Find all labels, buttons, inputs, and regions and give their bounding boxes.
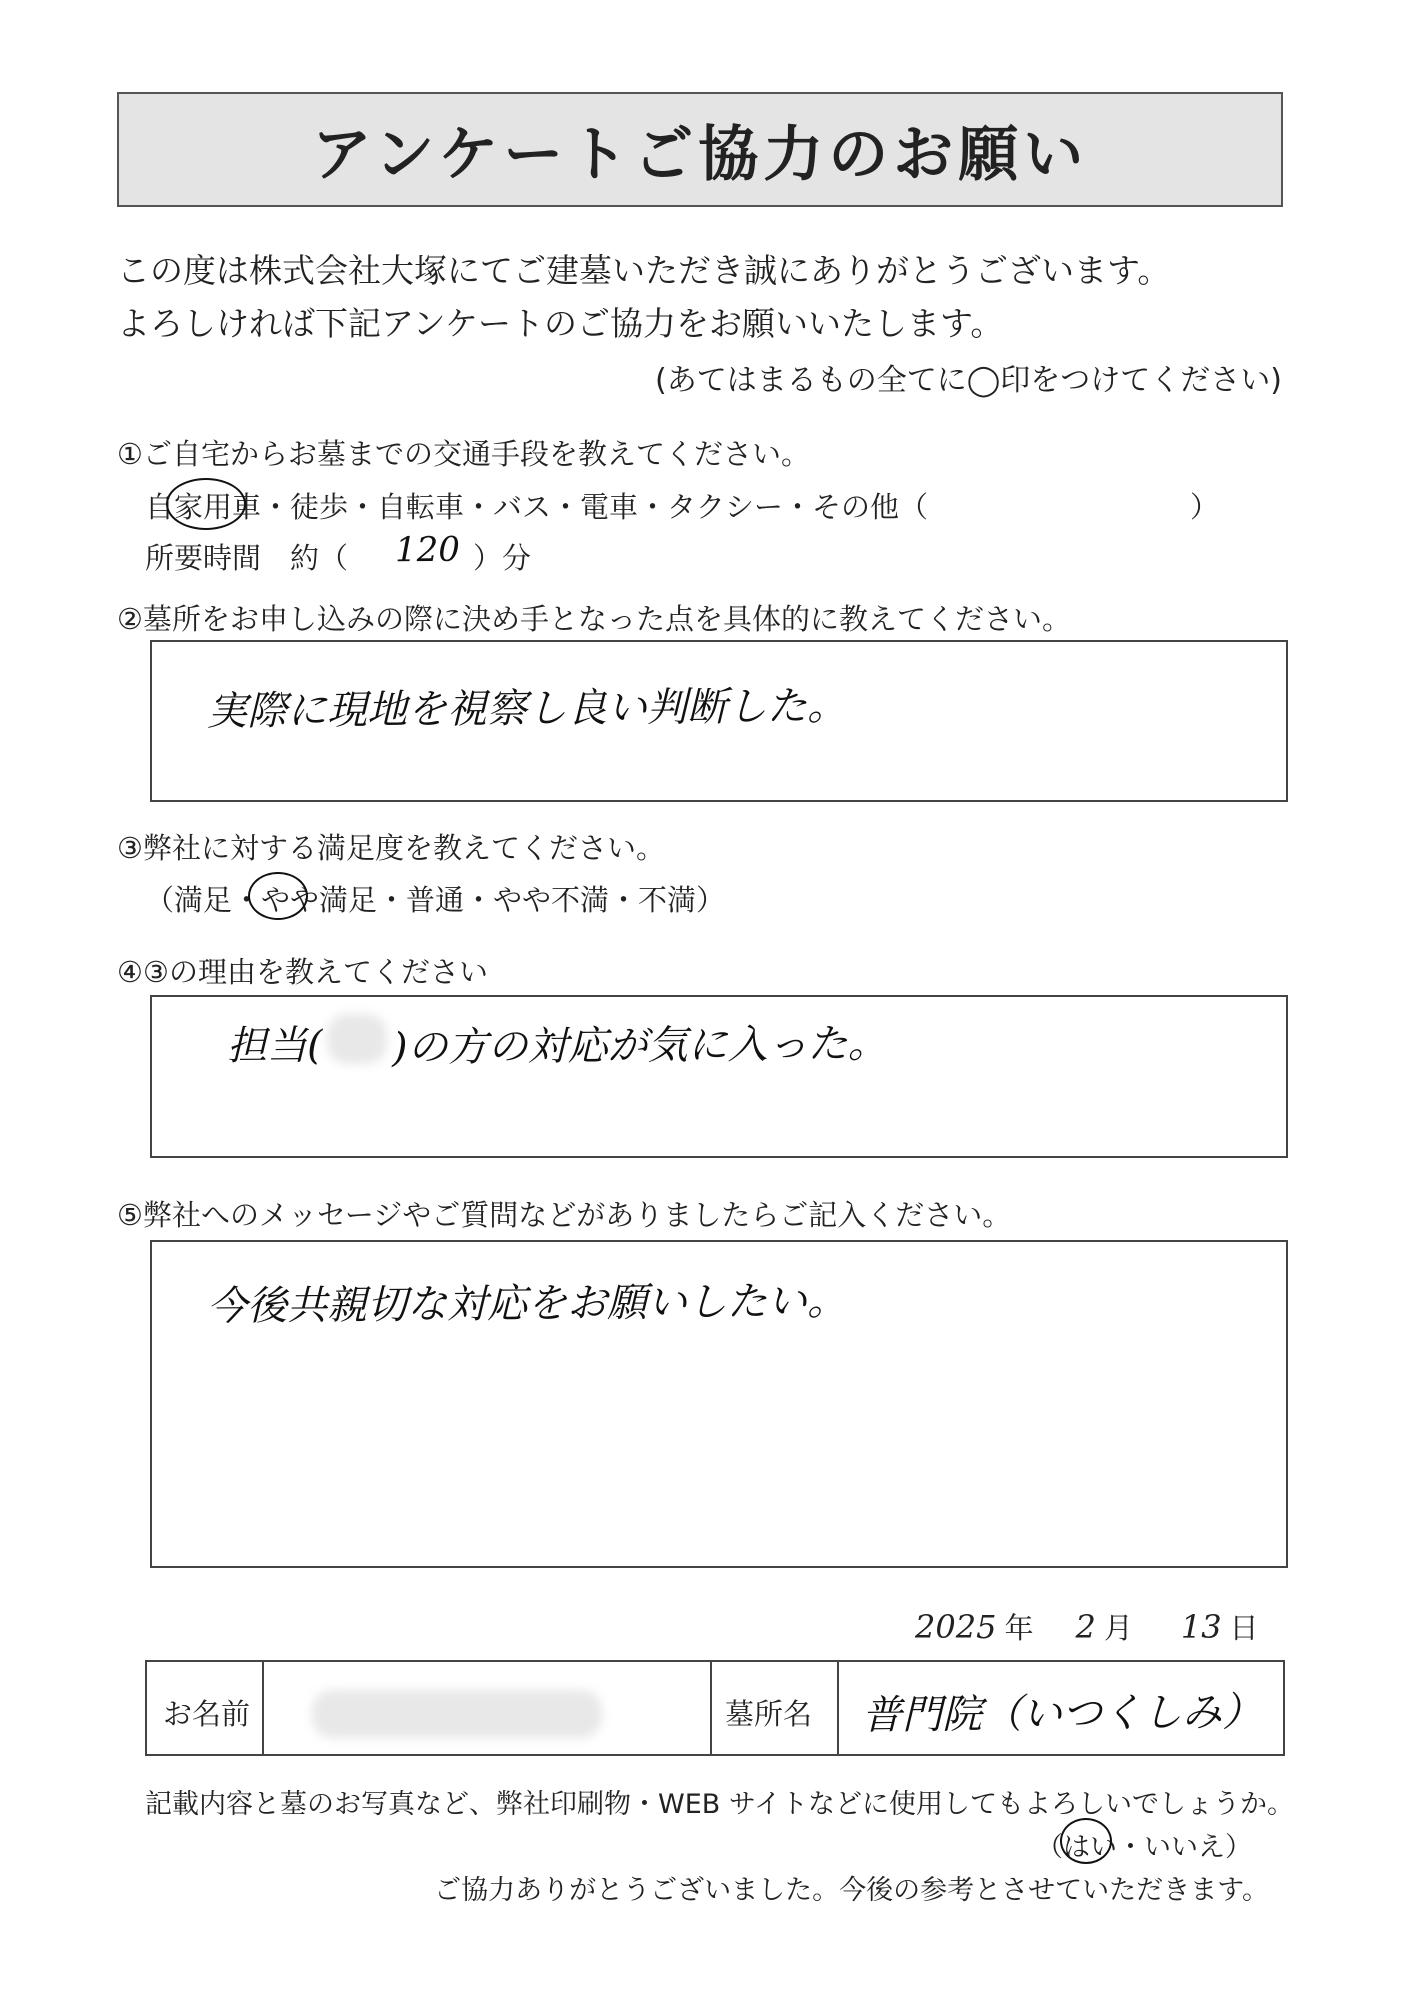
divider-3 — [837, 1662, 839, 1754]
q1-question: ①ご自宅からお墓までの交通手段を教えてください。 — [117, 437, 810, 471]
q2-answer-box[interactable] — [150, 640, 1288, 802]
grave-value[interactable]: 普門院（いつくしみ） — [861, 1689, 1263, 1739]
q1-circle-mark — [166, 478, 246, 530]
intro-line-1: この度は株式会社大塚にてご建墓いただき誠にありがとうございます。 — [117, 251, 1171, 290]
q2-answer: 実際に現地を視察し良い判断した。 — [206, 683, 848, 735]
date-year[interactable]: 2025 — [915, 1608, 997, 1646]
date-month[interactable]: 2 — [1075, 1608, 1096, 1646]
date-day[interactable]: 13 — [1180, 1608, 1222, 1646]
name-field-redacted[interactable] — [312, 1690, 602, 1738]
intro-note: (あてはまるもの全てに◯印をつけてください) — [655, 363, 1282, 398]
consent-options: （はい・いいえ） — [1036, 1832, 1252, 1863]
q4-answer-prefix: 担当( — [226, 1022, 323, 1070]
q1-options-close: ） — [1190, 490, 1220, 524]
grave-label: 墓所名 — [725, 1697, 813, 1731]
date-row — [915, 1606, 1259, 1647]
title-banner — [117, 92, 1283, 207]
page-title: アンケートご協力のお願い — [311, 119, 1089, 190]
name-label: お名前 — [163, 1697, 251, 1731]
consent-question: 記載内容と墓のお写真など、弊社印刷物・WEB サイトなどに使用してもよろしいでしょうか。 — [145, 1789, 1294, 1820]
q4-question: ④③の理由を教えてください — [117, 955, 488, 989]
q3-question: ③弊社に対する満足度を教えてください。 — [117, 831, 665, 865]
q4-answer-suffix: )の方の対応が気に入った。 — [391, 1020, 888, 1072]
date-year-label: 年 — [1004, 1611, 1034, 1645]
q2-question: ②墓所をお申し込みの際に決め手となった点を具体的に教えてください。 — [117, 602, 1071, 636]
date-day-label: 日 — [1229, 1611, 1259, 1645]
q3-options: （満足・やや満足・普通・やや不満・不満） — [145, 883, 726, 917]
q5-question: ⑤弊社へのメッセージやご質問などがありましたらご記入ください。 — [117, 1198, 1012, 1232]
q3-circle-mark — [248, 872, 308, 920]
q4-answer-box[interactable] — [150, 995, 1288, 1158]
divider-1 — [262, 1662, 264, 1754]
q1-options: 自家用車・徒歩・自転車・バス・電車・タクシー・その他（ — [145, 490, 929, 524]
name-table — [145, 1660, 1285, 1756]
q5-answer-box[interactable] — [150, 1240, 1288, 1568]
q1-time-label: 所要時間 約（ — [145, 541, 349, 575]
intro-line-2: よろしければ下記アンケートのご協力をお願いいたします。 — [117, 304, 1004, 343]
q1-time-unit: ）分 — [473, 541, 532, 575]
q5-answer: 今後共親切な対応をお願いしたい。 — [206, 1278, 848, 1330]
divider-2 — [710, 1662, 712, 1754]
date-month-label: 月 — [1103, 1611, 1133, 1645]
consent-circle-mark — [1060, 1818, 1112, 1864]
q1-time-value[interactable]: 120 — [394, 529, 461, 571]
closing-text: ご協力ありがとうございました。今後の参考とさせていただきます。 — [434, 1875, 1269, 1906]
redacted-name-blur — [327, 1014, 387, 1064]
